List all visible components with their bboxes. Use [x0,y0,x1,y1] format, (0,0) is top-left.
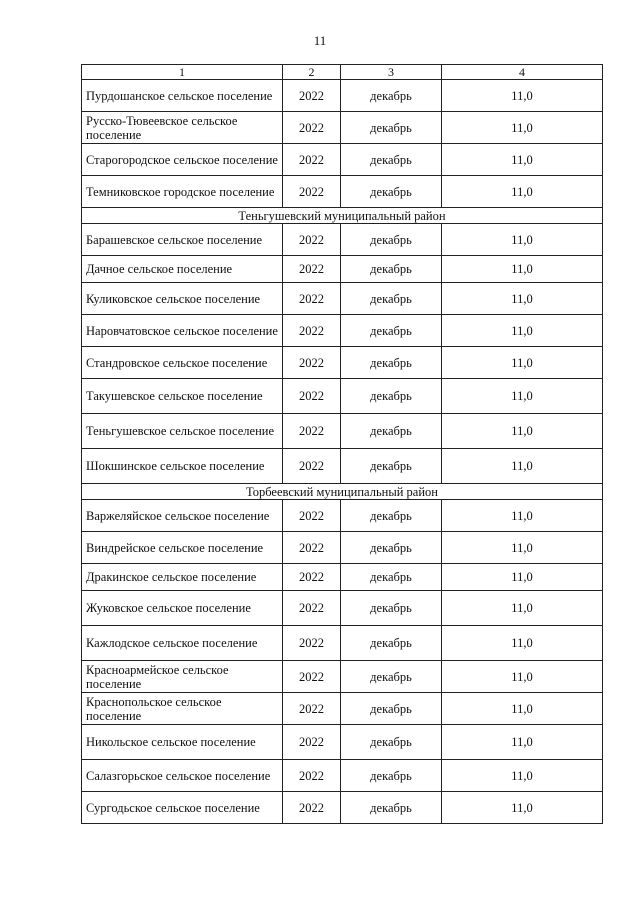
value-cell: 11,0 [442,414,603,449]
month-cell: декабрь [341,591,442,626]
year-cell: 2022 [283,591,341,626]
settlement-name-cell: Темниковское городское поселение [82,176,283,208]
value-cell: 11,0 [442,347,603,379]
settlement-name-cell: Шокшинское сельское поселение [82,449,283,484]
settlement-name-cell: Красноармейское сельское поселение [82,661,283,693]
settlement-name-cell: Краснопольское сельское поселение [82,693,283,725]
month-cell: декабрь [341,725,442,760]
settlement-name-cell: Стандровское сельское поселение [82,347,283,379]
settlement-name-cell: Дракинское сельское поселение [82,564,283,591]
table-row [82,792,603,824]
section-row [82,484,603,500]
value-cell: 11,0 [442,661,603,693]
value-cell: 11,0 [442,792,603,824]
table-body [82,80,603,824]
settlement-name-cell: Куликовское сельское поселение [82,283,283,315]
table-row [82,725,603,760]
year-cell: 2022 [283,112,341,144]
value-cell: 11,0 [442,693,603,725]
month-cell: декабрь [341,792,442,824]
section-row [82,208,603,224]
settlements-table [81,64,603,824]
value-cell: 11,0 [442,256,603,283]
value-cell: 11,0 [442,315,603,347]
month-cell: декабрь [341,347,442,379]
year-cell: 2022 [283,760,341,792]
value-cell: 11,0 [442,224,603,256]
year-cell: 2022 [283,532,341,564]
table-row [82,176,603,208]
table-row [82,224,603,256]
settlement-name-cell: Старогородское сельское поселение [82,144,283,176]
settlement-name-cell: Жуковское сельское поселение [82,591,283,626]
table-row [82,347,603,379]
settlement-name-cell: Теньгушевское сельское поселение [82,414,283,449]
value-cell: 11,0 [442,449,603,484]
column-header-2: 2 [283,65,341,80]
table-row [82,379,603,414]
year-cell: 2022 [283,224,341,256]
month-cell: декабрь [341,379,442,414]
year-cell: 2022 [283,414,341,449]
table-row [82,80,603,112]
value-cell: 11,0 [442,760,603,792]
year-cell: 2022 [283,379,341,414]
settlement-name-cell: Никольское сельское поселение [82,725,283,760]
month-cell: декабрь [341,760,442,792]
month-cell: декабрь [341,256,442,283]
value-cell: 11,0 [442,500,603,532]
year-cell: 2022 [283,725,341,760]
settlement-name-cell: Сургодьское сельское поселение [82,792,283,824]
value-cell: 11,0 [442,564,603,591]
month-cell: декабрь [341,693,442,725]
month-cell: декабрь [341,224,442,256]
settlement-name-cell: Салазгорьское сельское поселение [82,760,283,792]
value-cell: 11,0 [442,112,603,144]
settlement-name-cell: Такушевское сельское поселение [82,379,283,414]
value-cell: 11,0 [442,80,603,112]
table-header [82,65,603,80]
value-cell: 11,0 [442,379,603,414]
month-cell: декабрь [341,532,442,564]
month-cell: декабрь [341,112,442,144]
month-cell: декабрь [341,661,442,693]
settlement-name-cell: Дачное сельское поселение [82,256,283,283]
table-row [82,591,603,626]
year-cell: 2022 [283,144,341,176]
value-cell: 11,0 [442,176,603,208]
month-cell: декабрь [341,414,442,449]
year-cell: 2022 [283,315,341,347]
year-cell: 2022 [283,661,341,693]
year-cell: 2022 [283,564,341,591]
value-cell: 11,0 [442,144,603,176]
settlement-name-cell: Наровчатовское сельское поселение [82,315,283,347]
table-row [82,414,603,449]
year-cell: 2022 [283,693,341,725]
year-cell: 2022 [283,256,341,283]
table-row [82,500,603,532]
year-cell: 2022 [283,792,341,824]
year-cell: 2022 [283,500,341,532]
value-cell: 11,0 [442,591,603,626]
table-row [82,693,603,725]
month-cell: декабрь [341,144,442,176]
month-cell: декабрь [341,449,442,484]
month-cell: декабрь [341,626,442,661]
table-row [82,283,603,315]
month-cell: декабрь [341,176,442,208]
settlement-name-cell: Виндрейское сельское поселение [82,532,283,564]
column-header-4: 4 [442,65,603,80]
year-cell: 2022 [283,347,341,379]
table-row [82,144,603,176]
value-cell: 11,0 [442,532,603,564]
year-cell: 2022 [283,449,341,484]
table-row [82,760,603,792]
year-cell: 2022 [283,80,341,112]
section-title: Теньгушевский муниципальный район [82,208,603,224]
section-title: Торбеевский муниципальный район [82,484,603,500]
month-cell: декабрь [341,80,442,112]
page-number: 11 [313,33,327,48]
month-cell: декабрь [341,283,442,315]
value-cell: 11,0 [442,725,603,760]
table-row [82,661,603,693]
table-row [82,449,603,484]
month-cell: декабрь [341,500,442,532]
settlement-name-cell: Кажлодское сельское поселение [82,626,283,661]
year-cell: 2022 [283,283,341,315]
column-header-3: 3 [341,65,442,80]
settlement-name-cell: Пурдошанское сельское поселение [82,80,283,112]
year-cell: 2022 [283,626,341,661]
table-row [82,315,603,347]
month-cell: декабрь [341,315,442,347]
month-cell: декабрь [341,564,442,591]
table-row [82,626,603,661]
table-row [82,564,603,591]
settlement-name-cell: Барашевское сельское поселение [82,224,283,256]
table-row [82,532,603,564]
column-header-1: 1 [82,65,283,80]
settlement-name-cell: Варжеляйское сельское поселение [82,500,283,532]
table-row [82,256,603,283]
year-cell: 2022 [283,176,341,208]
value-cell: 11,0 [442,283,603,315]
table-row [82,112,603,144]
value-cell: 11,0 [442,626,603,661]
settlement-name-cell: Русско-Тювеевское сельское поселение [82,112,283,144]
